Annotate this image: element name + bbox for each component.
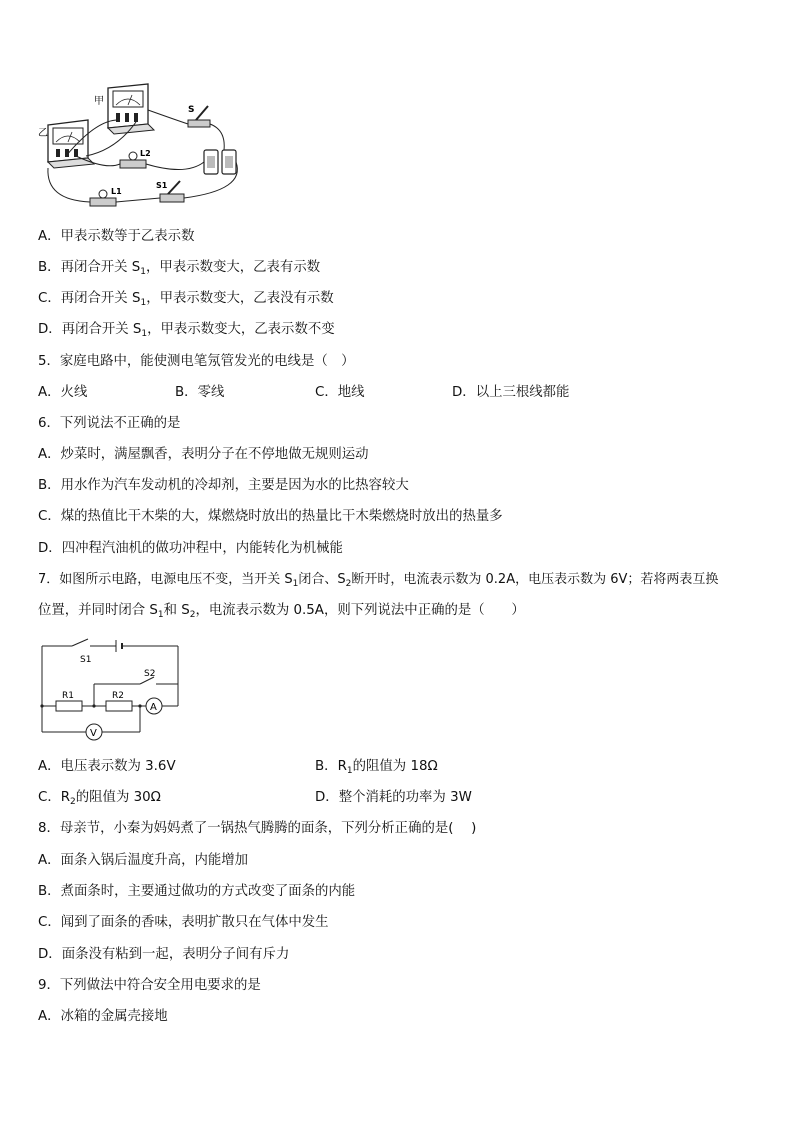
q8-option-c: C．闻到了面条的香味，表明扩散只在气体中发生 xyxy=(38,915,329,930)
q5-option-a: A．火线 xyxy=(38,385,88,400)
q4-option-a: A．甲表示数等于乙表示数 xyxy=(38,229,195,244)
q5-option-d: D．以上三根线都能 xyxy=(452,385,570,400)
q7-option-b: B．$R_1$的阻值为 18Ω xyxy=(315,759,438,776)
switch-s1-label: S1 xyxy=(156,181,168,190)
meter-jia-label: 甲 xyxy=(94,96,104,107)
meter-yi-label: 乙 xyxy=(38,128,48,139)
q5-option-c: C．地线 xyxy=(315,385,365,400)
q6-option-a: A．炒菜时，满屋飘香，表明分子在不停地做无规则运动 xyxy=(38,447,369,462)
ammeter-icon: A xyxy=(150,702,157,713)
switch-s-label: S xyxy=(188,105,195,115)
q8-option-a: A．面条入锅后温度升高，内能增加 xyxy=(38,853,249,868)
q7-option-d: D．整个消耗的功率为 3W xyxy=(315,790,472,805)
q8-option-d: D．面条没有粘到一起，表明分子间有斥力 xyxy=(38,947,290,962)
q6-option-d: D．四冲程汽油机的做功冲程中，内能转化为机械能 xyxy=(38,541,343,556)
q7-stem-line-1: 7．如图所示电路，电源电压不变，当开关 $S_1$闭合、$S_2$断开时，电流表示数为 0.2A，电压表示数为 6V；若将两表互换 xyxy=(38,572,719,589)
q8-stem: 8．母亲节，小秦为妈妈煮了一锅热气腾腾的面条，下列分析正确的是( ) xyxy=(38,821,477,836)
q6-option-c: C．煤的热值比干木柴的大，煤燃烧时放出的热量比干木柴燃烧时放出的热量多 xyxy=(38,509,503,524)
q8-option-b: B．煮面条时，主要通过做功的方式改变了面条的内能 xyxy=(38,884,356,899)
meter-jia xyxy=(108,84,154,134)
q4-option-c: C．再闭合开关 $S_1$，甲表示数变大，乙表没有示数 xyxy=(38,291,334,308)
label-r2: R2 xyxy=(112,691,124,701)
q7-stem-line-2: 位置，并同时闭合 $S_1$和 $S_2$，电流表示数为 0.5A，则下列说法中正确的是（ ） xyxy=(38,603,525,620)
label-r1: R1 xyxy=(62,691,74,701)
lamp-l1-label: L1 xyxy=(111,187,122,196)
schematic-wires xyxy=(42,639,178,740)
circuit-figure-1 xyxy=(36,80,251,215)
q6-option-b: B．用水作为汽车发动机的冷却剂，主要是因为水的比热容较大 xyxy=(38,478,409,493)
q9-option-a: A．冰箱的金属壳接地 xyxy=(38,1009,168,1024)
battery-icon xyxy=(204,150,236,174)
label-s1: S1 xyxy=(80,655,92,665)
q7-option-a: A．电压表示数为 3.6V xyxy=(38,759,176,774)
circuit-figure-2 xyxy=(36,636,186,746)
lamp-l2-label: L2 xyxy=(140,149,151,158)
q5-option-b: B．零线 xyxy=(175,385,225,400)
q6-stem: 6．下列说法不正确的是 xyxy=(38,416,181,431)
q7-option-c: C．$R_2$的阻值为 30Ω xyxy=(38,790,161,807)
q4-option-b: B．再闭合开关 $S_1$，甲表示数变大，乙表有示数 xyxy=(38,260,321,277)
q9-stem: 9．下列做法中符合安全用电要求的是 xyxy=(38,978,261,993)
q4-option-d: D．再闭合开关 $S_1$，甲表示数变大，乙表示数不变 xyxy=(38,322,335,339)
q5-stem: 5．家庭电路中，能使测电笔氖管发光的电线是（ ） xyxy=(38,354,355,369)
label-s2: S2 xyxy=(144,669,156,679)
voltmeter-icon: V xyxy=(90,728,97,739)
